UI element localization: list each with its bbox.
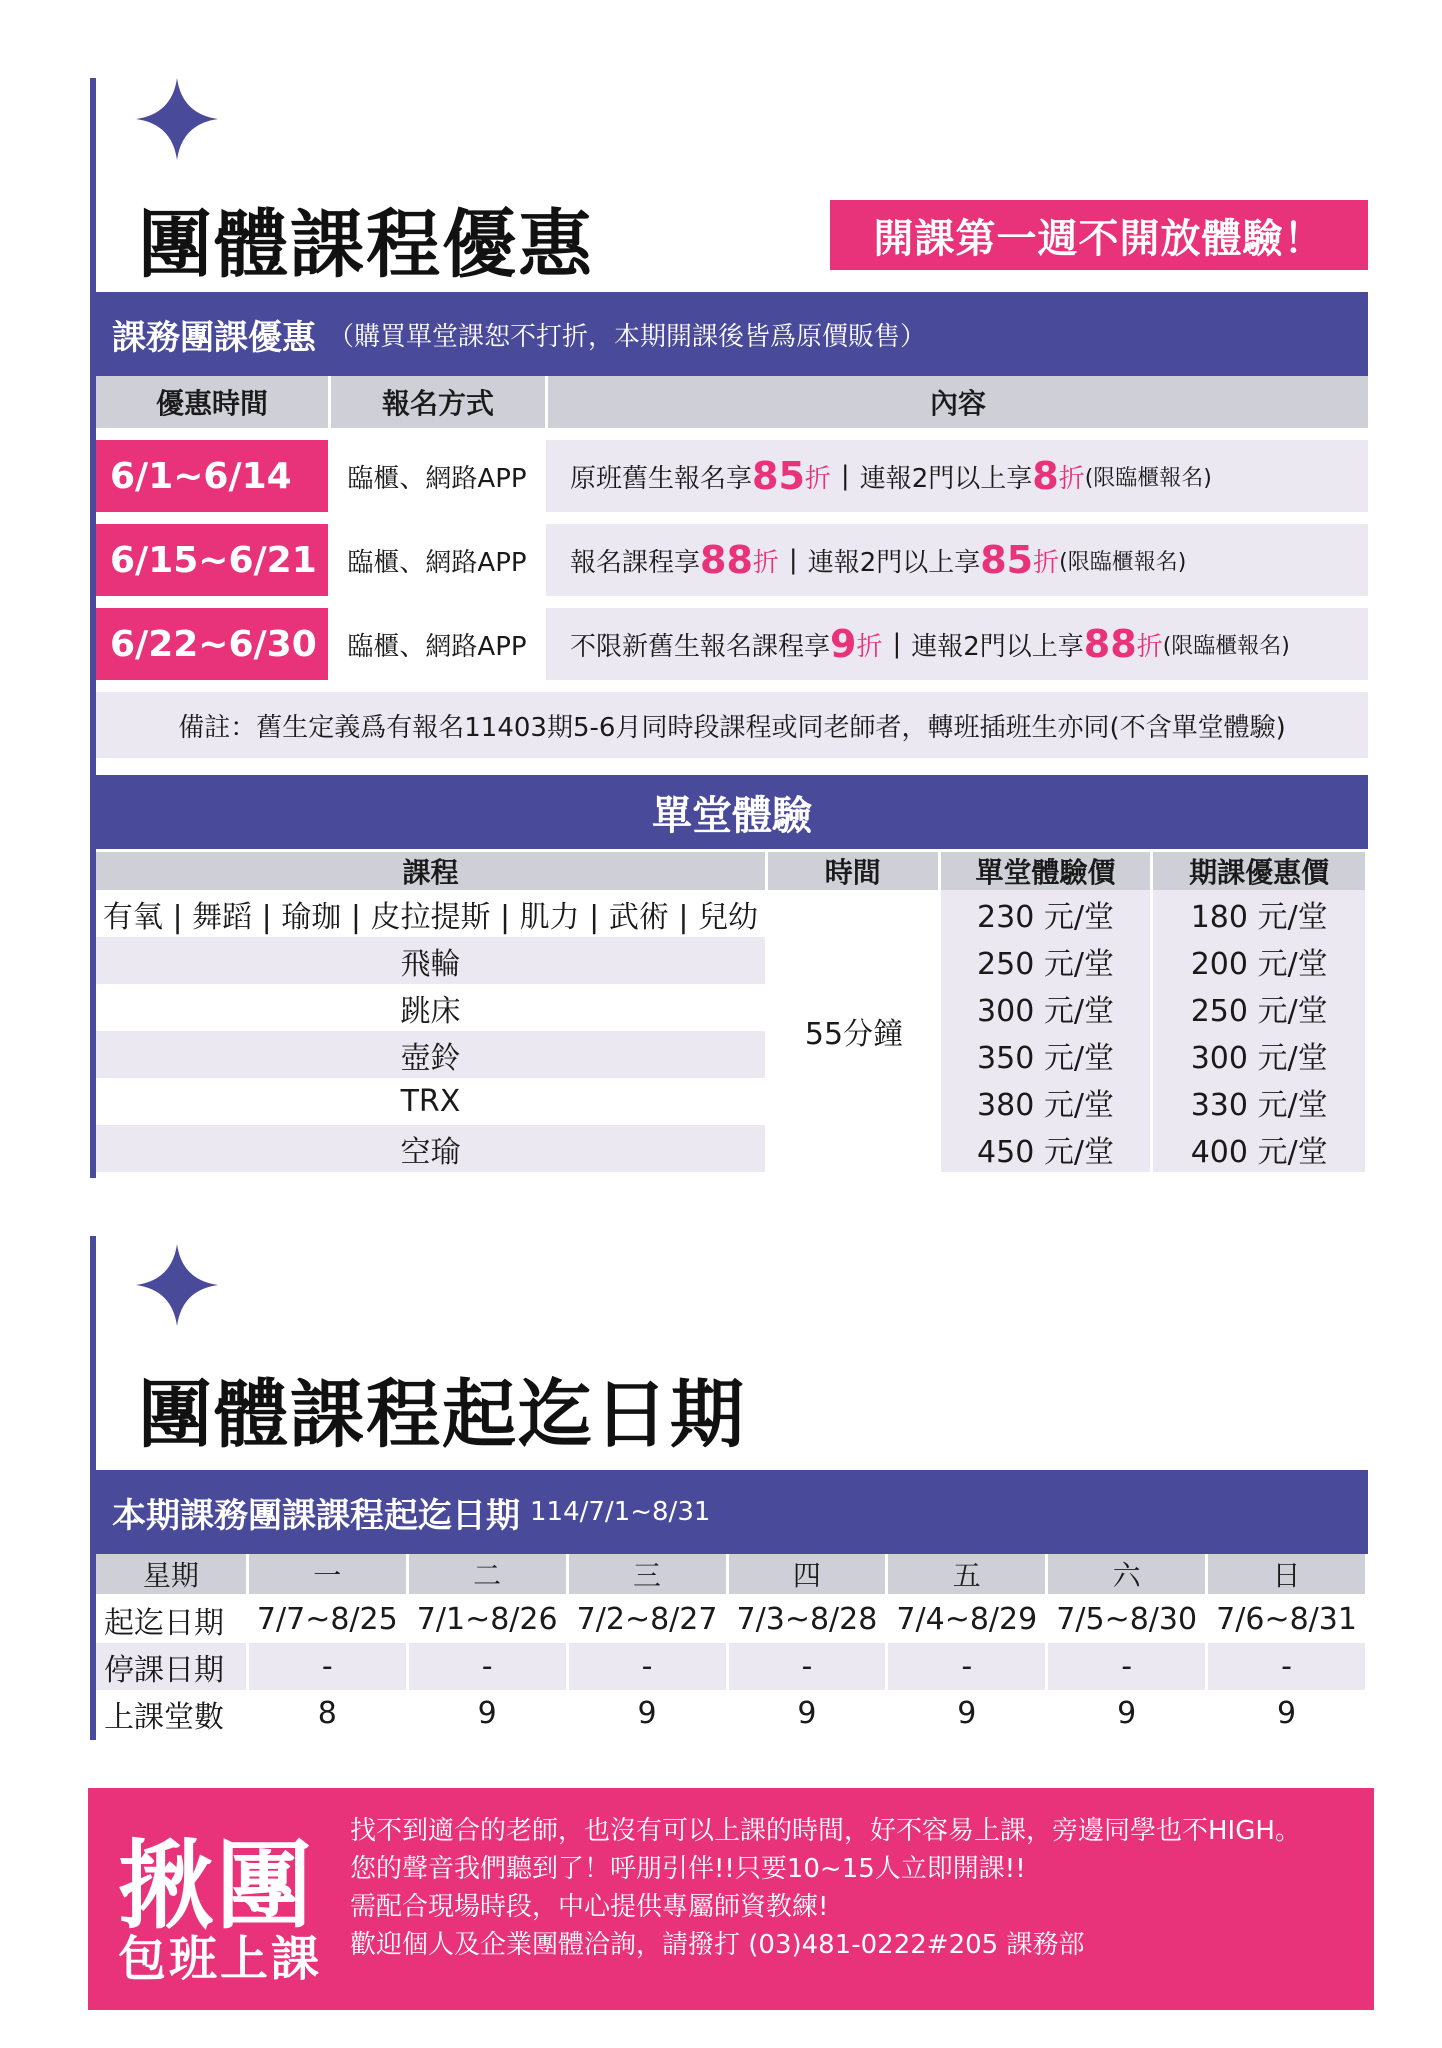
single-price: 350 元/堂 (941, 1031, 1151, 1078)
promo-subtitle: 包班上課 (118, 1931, 323, 1987)
separator: | (840, 461, 850, 491)
discount-content (546, 524, 1368, 596)
course-name: 有氧 | 舞蹈 | 瑜珈 | 皮拉提斯 | 肌力 | 武術 | 兒幼 (102, 899, 758, 935)
discount-row (96, 524, 1368, 596)
discount-date: 6/15~6/21 (96, 524, 328, 596)
single-price: 380 元/堂 (941, 1078, 1151, 1125)
discount-value: 85 (980, 538, 1034, 582)
row-label: 停課日期 (96, 1643, 246, 1690)
discount-date: 6/1~6/14 (96, 440, 328, 512)
weekday: 三 (569, 1554, 726, 1594)
discount-unit: 折 (804, 463, 831, 494)
weekday: 五 (888, 1554, 1045, 1594)
course-name: 飛輪 (96, 937, 765, 984)
page-title-schedule: 團體課程起迄日期 (138, 1372, 746, 1458)
discount-unit: 折 (1058, 463, 1085, 494)
schedule-table (96, 1554, 1368, 1737)
content-text: 不限新舊生報名課程享 (570, 631, 831, 662)
table-row (96, 890, 1368, 937)
sparkle-icon (136, 1244, 218, 1326)
session-count: 9 (957, 1696, 977, 1731)
term-price: 400 元/堂 (1153, 1125, 1365, 1172)
table-row (96, 1690, 1368, 1737)
discount-method: 臨櫃、網路APP (347, 547, 527, 578)
page-title-discounts: 團體課程優惠 (138, 202, 594, 288)
promo-text (350, 1812, 1301, 1964)
trial-band-title: 單堂體驗 (96, 775, 1368, 849)
schedule-band-range: 114/7/1~8/31 (530, 1497, 711, 1527)
date-range: 7/6~8/31 (1216, 1602, 1357, 1637)
header-weekday: 星期 (96, 1554, 246, 1594)
sparkle-icon (136, 78, 218, 160)
table-row (96, 937, 1368, 984)
promo-line: 找不到適合的老師，也沒有可以上課的時間，好不容易上課，旁邊同學也不HIGH。 (350, 1816, 1301, 1846)
table-row (96, 1596, 1368, 1643)
weekday: 六 (1048, 1554, 1205, 1594)
date-range: 7/2~8/27 (576, 1602, 718, 1637)
trial-table-header (96, 852, 1368, 890)
weekday: 一 (249, 1554, 406, 1594)
course-name: 壺鈴 (96, 1031, 765, 1078)
discount-value: 88 (1083, 622, 1137, 666)
header-single-price: 單堂體驗價 (941, 852, 1151, 890)
weekday: 日 (1208, 1554, 1365, 1594)
stop-date: - (1048, 1643, 1205, 1690)
date-range: 7/5~8/30 (1056, 1602, 1198, 1637)
session-count: 8 (317, 1696, 337, 1731)
restriction-note: (限臨櫃報名) (1059, 549, 1187, 575)
row-label: 上課堂數 (104, 1699, 224, 1735)
table-row (96, 1125, 1368, 1172)
date-range: 7/4~8/29 (896, 1602, 1038, 1637)
session-count: 9 (1277, 1696, 1297, 1731)
discount-table-header (96, 376, 1368, 428)
discount-value: 85 (752, 454, 805, 498)
date-range: 7/3~8/28 (736, 1602, 878, 1637)
discount-row (96, 440, 1368, 512)
discount-date: 6/22~6/30 (96, 608, 328, 680)
single-price: 250 元/堂 (941, 937, 1151, 984)
stop-date: - (729, 1643, 886, 1690)
discount-value: 9 (830, 622, 857, 666)
header-time: 時間 (768, 852, 938, 890)
separator: | (788, 545, 798, 575)
discount-method: 臨櫃、網路APP (347, 631, 527, 662)
course-name: 空瑜 (96, 1125, 765, 1172)
single-price: 230 元/堂 (941, 890, 1151, 937)
discount-unit: 折 (1033, 547, 1060, 578)
discount-note: 備註：舊生定義爲有報名11403期5-6月同時段課程或同老師者，轉班插班生亦同(不含單堂體驗) (96, 692, 1368, 758)
content-text: 連報2門以上享 (807, 547, 981, 578)
weekday: 二 (409, 1554, 566, 1594)
stop-date: - (249, 1643, 406, 1690)
discount-row (96, 608, 1368, 680)
schedule-band-title: 本期課務團課課程起迄日期 (112, 1495, 520, 1536)
single-price: 450 元/堂 (941, 1125, 1151, 1172)
discount-unit: 折 (752, 547, 779, 578)
discount-value: 8 (1032, 454, 1059, 498)
header-content: 內容 (548, 376, 1368, 428)
header-period: 優惠時間 (96, 376, 328, 428)
stop-date: - (1208, 1643, 1365, 1690)
discount-method: 臨櫃、網路APP (347, 463, 527, 494)
content-text: 報名課程享 (570, 547, 701, 578)
trial-table-body (96, 890, 1368, 1172)
table-row (96, 984, 1368, 1031)
single-price: 300 元/堂 (941, 984, 1151, 1031)
discount-content (546, 608, 1368, 680)
promo-line: 需配合現場時段，中心提供專屬師資教練! (350, 1892, 829, 1922)
discount-content (546, 440, 1368, 512)
header-course: 課程 (96, 852, 765, 890)
stop-date: - (569, 1643, 726, 1690)
first-week-notice: 開課第一週不開放體驗！ (830, 200, 1368, 270)
discount-band-title: 課務團課優惠 (112, 317, 316, 358)
header-method: 報名方式 (331, 376, 545, 428)
content-text: 連報2門以上享 (911, 631, 1084, 662)
schedule-band (96, 1470, 1368, 1554)
term-price: 180 元/堂 (1153, 890, 1365, 937)
discount-unit: 折 (1136, 631, 1163, 662)
term-price: 200 元/堂 (1153, 937, 1365, 984)
date-range: 7/7~8/25 (256, 1602, 398, 1637)
session-count: 9 (797, 1696, 817, 1731)
promo-contact[interactable]: 歡迎個人及企業團體洽詢，請撥打 (03)481-0222#205 課務部 (350, 1930, 1085, 1960)
table-row (96, 1643, 1368, 1690)
weekday: 四 (729, 1554, 886, 1594)
content-text: 原班舊生報名享 (570, 463, 753, 494)
discount-band (96, 292, 1368, 376)
promo-line: 您的聲音我們聽到了！呼朋引伴!!只要10~15人立即開課!! (350, 1854, 1026, 1884)
separator: | (892, 629, 902, 659)
course-name: TRX (400, 1084, 461, 1119)
promo-title: 揪團 (118, 1830, 314, 1942)
term-price: 330 元/堂 (1153, 1078, 1365, 1125)
discount-value: 88 (700, 538, 753, 582)
session-count: 9 (637, 1696, 657, 1731)
restriction-note: (限臨櫃報名) (1162, 633, 1290, 659)
term-price: 300 元/堂 (1153, 1031, 1365, 1078)
header-term-price: 期課優惠價 (1153, 852, 1365, 890)
content-text: 連報2門以上享 (859, 463, 1033, 494)
stop-date: - (409, 1643, 566, 1690)
trial-table (96, 852, 1368, 1172)
group-class-promo (88, 1788, 1374, 2010)
course-name: 跳床 (400, 993, 461, 1029)
session-count: 9 (477, 1696, 497, 1731)
term-price: 250 元/堂 (1153, 984, 1365, 1031)
row-label: 起迄日期 (104, 1605, 224, 1641)
session-count: 9 (1117, 1696, 1137, 1731)
discount-band-note: （購買單堂課恕不打折，本期開課後皆爲原價販售） (328, 321, 927, 352)
table-row (96, 1031, 1368, 1078)
session-duration: 55分鐘 (804, 1017, 904, 1052)
schedule-header (96, 1554, 1368, 1596)
discount-unit: 折 (856, 631, 883, 662)
date-range: 7/1~8/26 (416, 1602, 558, 1637)
restriction-note: (限臨櫃報名) (1084, 465, 1212, 491)
discount-table (96, 376, 1368, 758)
table-row (96, 1078, 1368, 1125)
stop-date: - (888, 1643, 1045, 1690)
